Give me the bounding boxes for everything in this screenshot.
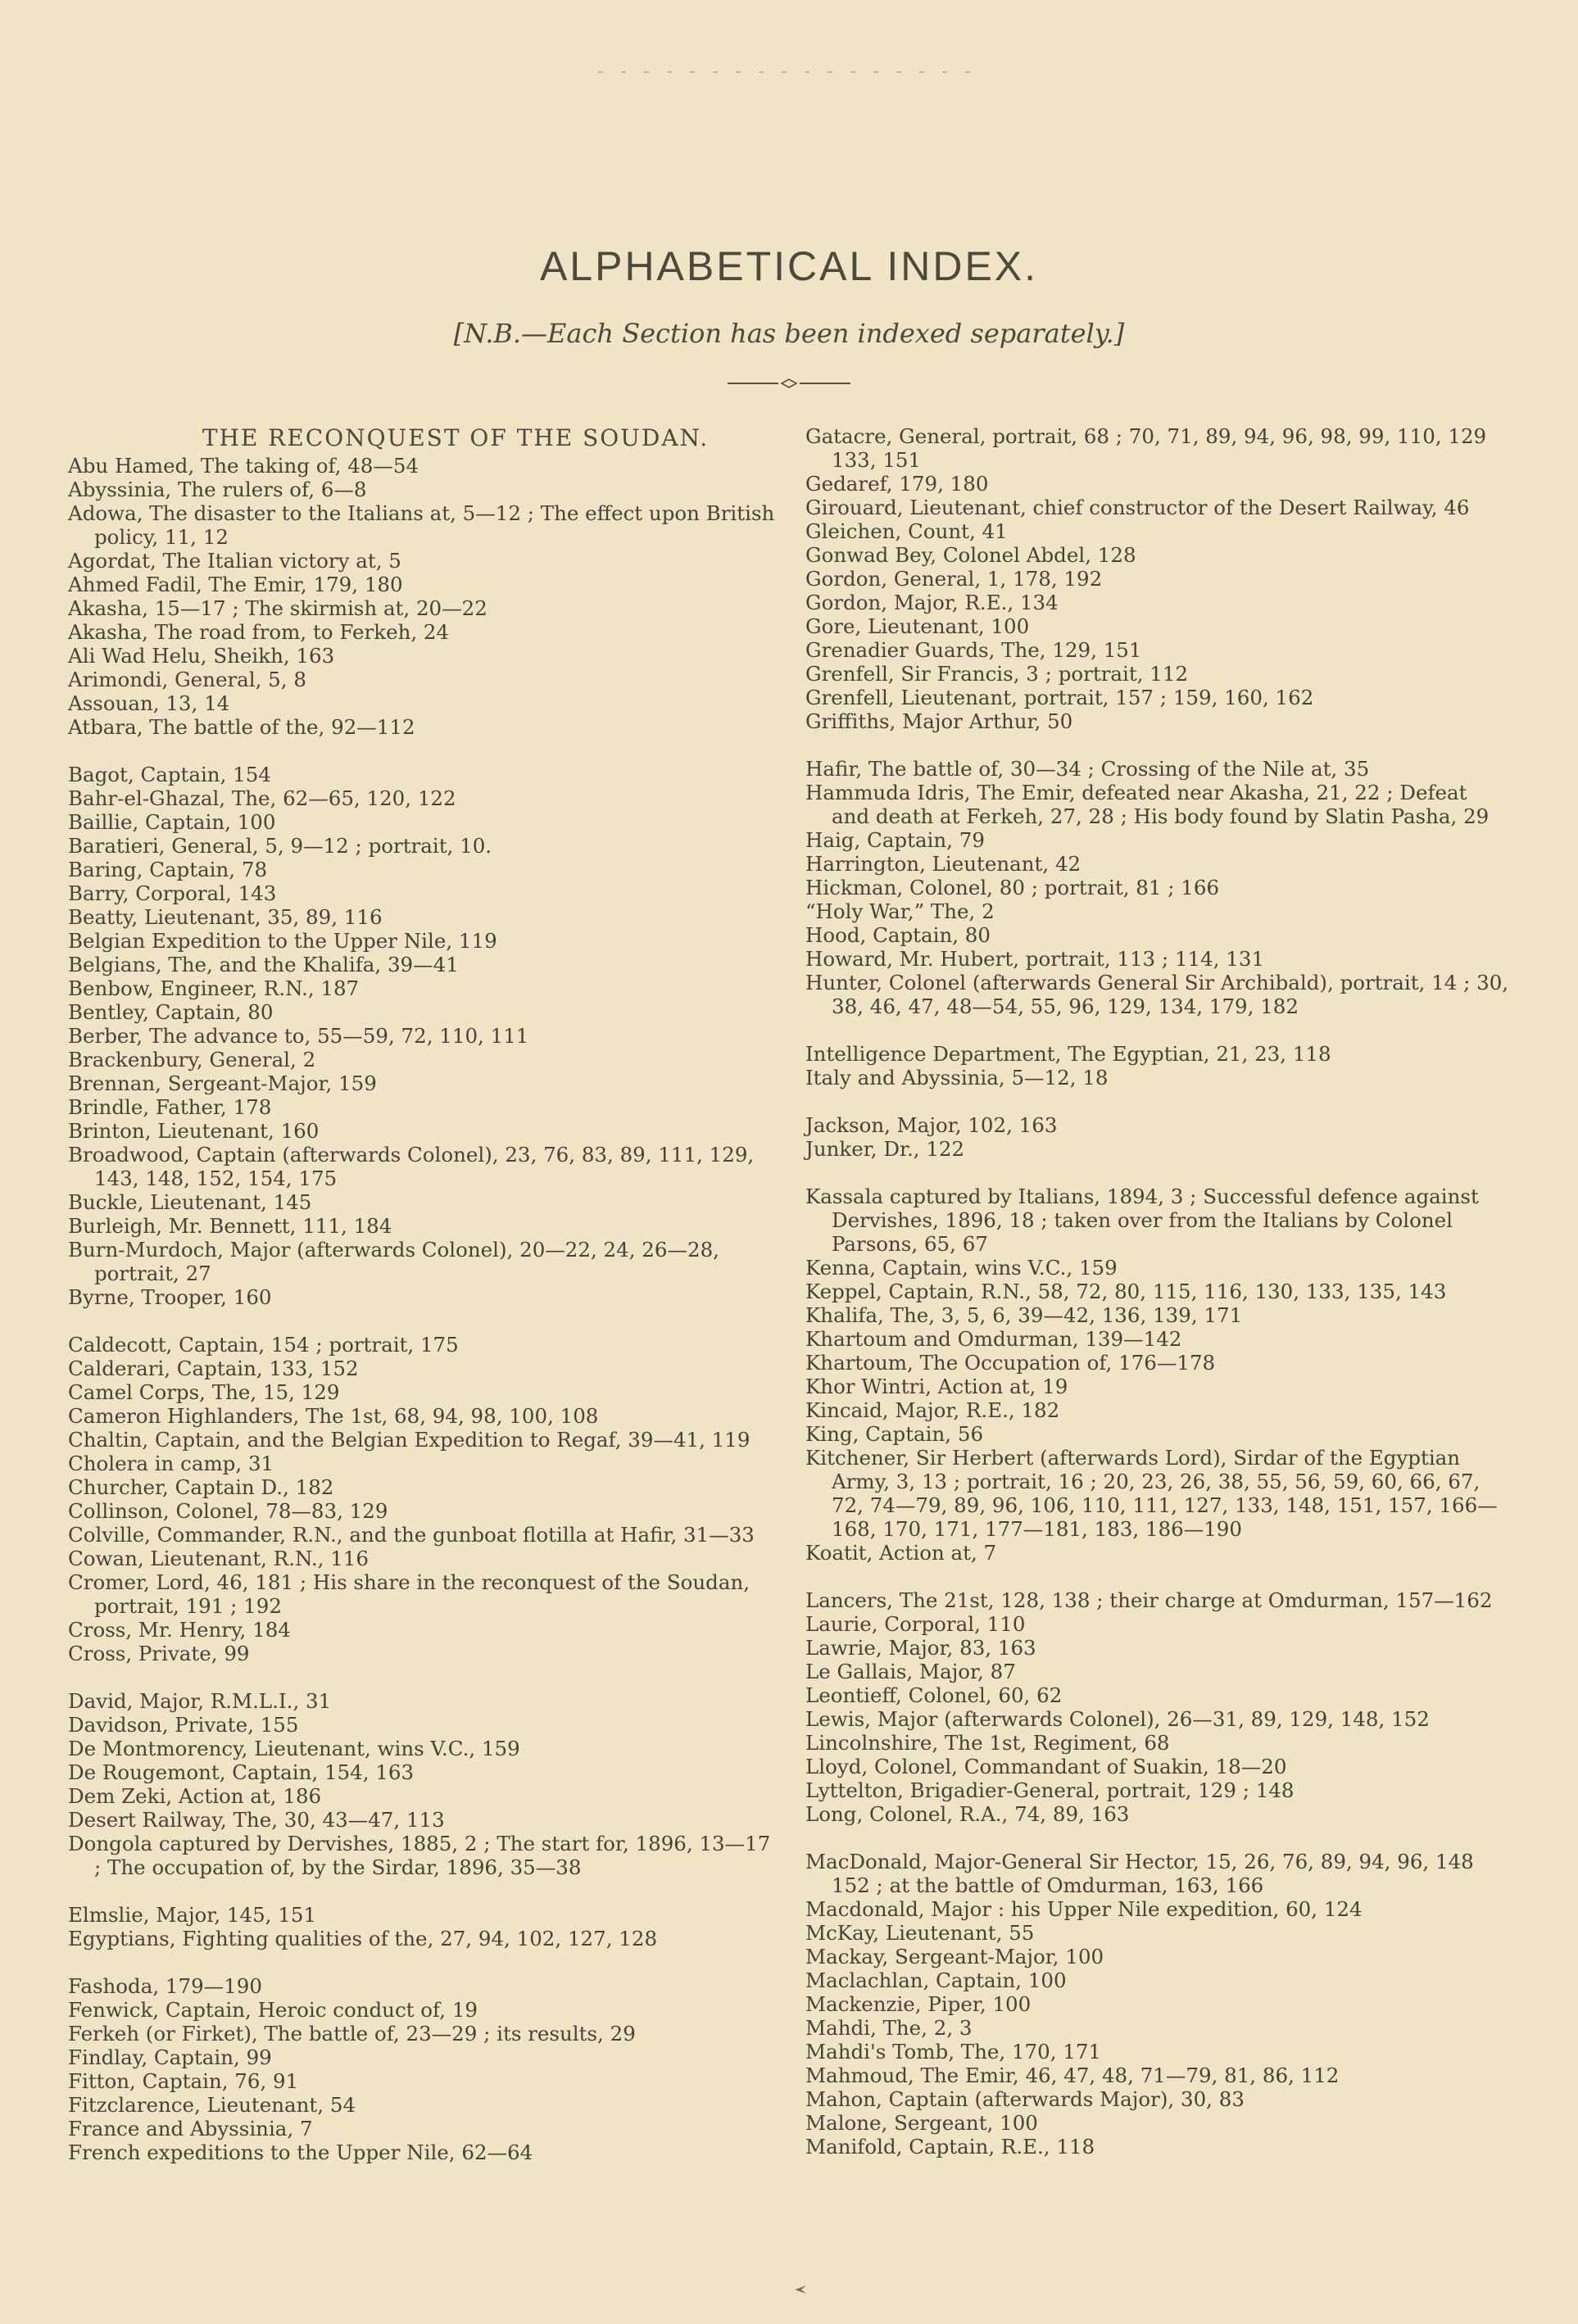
index-entry: Kitchener, Sir Herbert (afterwards Lord), Sirdar of the Egyptian Army, 3, 13 ; portrait, 16 ; 20, 23, 26, 38, 55, 56, 59, 60, 66, 67, 72, 74—79, 89, 96, 106, 110, 111, 127, 133, 148, 151, 157, 166—168, 170, 171, 177—181, 183, 186—190 — [805, 1446, 1498, 1541]
index-entry: Macdonald, Major : his Upper Nile expedition, 60, 124 — [805, 1897, 1363, 1921]
index-entry: Haig, Captain, 79 — [805, 828, 985, 852]
index-entry: Gonwad Bey, Colonel Abdel, 128 — [805, 543, 1136, 567]
index-entry: Cowan, Lieutenant, R.N., 116 — [68, 1547, 369, 1570]
index-entry: Koatit, Action at, 7 — [805, 1541, 997, 1565]
index-entry: Burleigh, Mr. Bennett, 111, 184 — [68, 1214, 392, 1238]
index-entry: David, Major, R.M.L.I., 31 — [68, 1689, 332, 1713]
index-entry: Caldecott, Captain, 154 ; portrait, 175 — [68, 1333, 459, 1357]
index-entry: Laurie, Corporal, 110 — [805, 1612, 1026, 1636]
section-heading: THE RECONQUEST OF THE SOUDAN. — [202, 424, 710, 451]
index-entry: Lincolnshire, The 1st, Regiment, 68 — [805, 1731, 1170, 1755]
index-column-right — [805, 424, 1510, 2159]
index-entry: Italy and Abyssinia, 5—12, 18 — [805, 1066, 1109, 1090]
index-entry: Belgian Expedition to the Upper Nile, 119 — [68, 929, 497, 953]
group-spacer — [68, 739, 781, 763]
index-entry: Mackenzie, Piper, 100 — [805, 1992, 1032, 2016]
index-entry: Khartoum, The Occupation of, 176—178 — [805, 1351, 1216, 1375]
index-entry: Fenwick, Captain, Heroic conduct of, 19 — [68, 1998, 478, 2022]
index-entry: De Montmorency, Lieutenant, wins V.C., 159 — [68, 1737, 520, 1760]
index-entry: Lawrie, Major, 83, 163 — [805, 1636, 1036, 1660]
index-entry: Chaltin, Captain, and the Belgian Expedition to Regaf, 39—41, 119 — [68, 1428, 750, 1452]
index-entry: Ali Wad Helu, Sheikh, 163 — [68, 644, 335, 668]
index-entry: Junker, Dr., 122 — [805, 1137, 965, 1161]
index-entry: Le Gallais, Major, 87 — [805, 1660, 1016, 1683]
index-entry: Cameron Highlanders, The 1st, 68, 94, 98, 100, 108 — [68, 1404, 599, 1428]
top-edge-marks — [598, 70, 983, 74]
index-entry: French expeditions to the Upper Nile, 62—64 — [68, 2141, 533, 2164]
index-entry: Berber, The advance to, 55—59, 72, 110, 111 — [68, 1024, 529, 1048]
index-entry: Khor Wintri, Action at, 19 — [805, 1375, 1068, 1398]
index-entry: Beatty, Lieutenant, 35, 89, 116 — [68, 905, 383, 929]
index-entry: Jackson, Major, 102, 163 — [805, 1113, 1058, 1137]
index-entry: Dem Zeki, Action at, 186 — [68, 1784, 322, 1808]
index-entry: Harrington, Lieutenant, 42 — [805, 852, 1081, 876]
index-entry: Akasha, The road from, to Ferkeh, 24 — [68, 620, 450, 644]
index-entry: Malone, Sergeant, 100 — [805, 2111, 1038, 2135]
index-entry: McKay, Lieutenant, 55 — [805, 1921, 1035, 1945]
index-entry: Ahmed Fadil, The Emir, 179, 180 — [68, 573, 403, 596]
index-entry: Bagot, Captain, 154 — [68, 763, 271, 786]
index-entry: Hammuda Idris, The Emir, defeated near Akasha, 21, 22 ; Defeat and death at Ferkeh, 27, 28 ; His body found by Slatin Pasha, 29 — [805, 781, 1490, 828]
index-entry: Mackay, Sergeant-Major, 100 — [805, 1945, 1104, 1968]
index-entry: Lyttelton, Brigadier-General, portrait, 129 ; 148 — [805, 1778, 1295, 1802]
left-entry-list — [68, 454, 781, 2164]
index-entry: Agordat, The Italian victory at, 5 — [68, 549, 401, 573]
index-entry: Mahdi's Tomb, The, 170, 171 — [805, 2040, 1102, 2064]
group-spacer — [805, 1161, 1510, 1185]
index-entry: Benbow, Engineer, R.N., 187 — [68, 976, 360, 1000]
index-entry: Kincaid, Major, R.E., 182 — [805, 1398, 1060, 1422]
index-entry: Brennan, Sergeant-Major, 159 — [68, 1071, 377, 1095]
index-entry: Findlay, Captain, 99 — [68, 2045, 272, 2069]
index-entry: Byrne, Trooper, 160 — [68, 1285, 272, 1309]
index-entry: Long, Colonel, R.A., 74, 89, 163 — [805, 1802, 1130, 1826]
index-entry: Brackenbury, General, 2 — [68, 1048, 316, 1071]
index-entry: Intelligence Department, The Egyptian, 21, 23, 118 — [805, 1042, 1331, 1066]
index-entry: Hunter, Colonel (afterwards General Sir Archibald), portrait, 14 ; 30, 38, 46, 47, 48—54, 55, 96, 129, 134, 179, 182 — [805, 971, 1509, 1018]
index-entry: De Rougemont, Captain, 154, 163 — [68, 1760, 415, 1784]
index-entry: Desert Railway, The, 30, 43—47, 113 — [68, 1808, 445, 1832]
index-entry: Davidson, Private, 155 — [68, 1713, 299, 1737]
page-title: ALPHABETICAL INDEX. — [539, 243, 1039, 289]
index-entry: Gordon, Major, R.E., 134 — [805, 591, 1059, 614]
index-entry: Dongola captured by Dervishes, 1885, 2 ; The start for, 1896, 13—17 ; The occupation of, by the Sirdar, 1896, 35—38 — [68, 1832, 771, 1879]
index-entry: Brindle, Father, 178 — [68, 1095, 272, 1119]
index-entry: Baillie, Captain, 100 — [68, 810, 276, 834]
index-entry: Cross, Mr. Henry, 184 — [68, 1618, 291, 1642]
index-entry: Assouan, 13, 14 — [68, 691, 230, 715]
group-spacer — [805, 733, 1510, 757]
index-entry: Arimondi, General, 5, 8 — [68, 668, 306, 691]
indexing-note: [N.B.—Each Section has been indexed separately.] — [453, 318, 1125, 349]
index-entry: Howard, Mr. Hubert, portrait, 113 ; 114, 131 — [805, 947, 1265, 971]
index-entry: Khalifa, The, 3, 5, 6, 39—42, 136, 139, 171 — [805, 1303, 1243, 1327]
index-entry: Girouard, Lieutenant, chief constructor of the Desert Railway, 46 — [805, 496, 1470, 519]
right-entry-list — [805, 424, 1510, 2159]
index-entry: Maclachlan, Captain, 100 — [805, 1968, 1067, 1992]
index-entry: Kenna, Captain, wins V.C., 159 — [805, 1256, 1118, 1280]
index-entry: Mahdi, The, 2, 3 — [805, 2016, 973, 2040]
index-entry: Abyssinia, The rulers of, 6—8 — [68, 478, 367, 501]
index-entry: Khartoum and Omdurman, 139—142 — [805, 1327, 1182, 1351]
index-entry: Calderari, Captain, 133, 152 — [68, 1357, 359, 1380]
index-entry: Fitzclarence, Lieutenant, 54 — [68, 2093, 356, 2117]
index-entry: Buckle, Lieutenant, 145 — [68, 1190, 312, 1214]
index-entry: Camel Corps, The, 15, 129 — [68, 1380, 340, 1404]
index-entry: Fashoda, 179—190 — [68, 1974, 262, 1998]
index-entry: Adowa, The disaster to the Italians at, 5—12 ; The effect upon British policy, 11, 12 — [68, 501, 775, 549]
group-spacer — [68, 1950, 781, 1974]
index-entry: Baring, Captain, 78 — [68, 858, 268, 881]
index-entry: Hood, Captain, 80 — [805, 923, 991, 947]
group-spacer — [805, 1018, 1510, 1042]
printer-mark — [795, 2285, 806, 2294]
index-entry: Cholera in camp, 31 — [68, 1452, 274, 1475]
index-entry: Abu Hamed, The taking of, 48—54 — [68, 454, 419, 478]
index-entry: Akasha, 15—17 ; The skirmish at, 20—22 — [68, 596, 487, 620]
index-entry: MacDonald, Major-General Sir Hector, 15, 26, 76, 89, 94, 96, 148 152 ; at the battle of Omdurman, 163, 166 — [805, 1850, 1474, 1897]
index-entry: Fitton, Captain, 76, 91 — [68, 2069, 299, 2093]
group-spacer — [68, 1879, 781, 1903]
index-entry: Griffiths, Major Arthur, 50 — [805, 709, 1073, 733]
group-spacer — [805, 1565, 1510, 1588]
index-entry: Manifold, Captain, R.E., 118 — [805, 2135, 1095, 2159]
index-entry: King, Captain, 56 — [805, 1422, 984, 1446]
index-entry: “Holy War,” The, 2 — [805, 899, 995, 923]
index-entry: Grenfell, Sir Francis, 3 ; portrait, 112 — [805, 662, 1189, 686]
index-entry: Bahr-el-Ghazal, The, 62—65, 120, 122 — [68, 786, 456, 810]
index-entry: Brinton, Lieutenant, 160 — [68, 1119, 320, 1143]
group-spacer — [68, 1309, 781, 1333]
index-entry: Gordon, General, 1, 178, 192 — [805, 567, 1103, 591]
index-entry: Leontieff, Colonel, 60, 62 — [805, 1683, 1063, 1707]
index-entry: Cromer, Lord, 46, 181 ; His share in the reconquest of the Soudan, portrait, 191 ; 192 — [68, 1570, 750, 1618]
group-spacer — [68, 1665, 781, 1689]
group-spacer — [805, 1090, 1510, 1113]
index-entry: Egyptians, Fighting qualities of the, 27, 94, 102, 127, 128 — [68, 1927, 658, 1950]
index-entry: Bentley, Captain, 80 — [68, 1000, 274, 1024]
group-spacer — [805, 1826, 1510, 1850]
index-column-left — [68, 424, 781, 2164]
index-entry: Lancers, The 21st, 128, 138 ; their charge at Omdurman, 157—162 — [805, 1588, 1493, 1612]
index-entry: Gleichen, Count, 41 — [805, 519, 1008, 543]
index-entry: Gore, Lieutenant, 100 — [805, 614, 1030, 638]
index-entry: Barry, Corporal, 143 — [68, 881, 277, 905]
index-entry: Baratieri, General, 5, 9—12 ; portrait, 10. — [68, 834, 492, 858]
index-entry: Cross, Private, 99 — [68, 1642, 250, 1665]
index-entry: Mahmoud, The Emir, 46, 47, 48, 71—79, 81, 86, 112 — [805, 2064, 1340, 2087]
index-entry: Grenadier Guards, The, 129, 151 — [805, 638, 1142, 662]
index-entry: Colville, Commander, R.N., and the gunboat flotilla at Hafir, 31—33 — [68, 1523, 755, 1547]
index-entry: Keppel, Captain, R.N., 58, 72, 80, 115, 116, 130, 133, 135, 143 — [805, 1280, 1447, 1303]
index-entry: Burn-Murdoch, Major (afterwards Colonel), 20—22, 24, 26—28, portrait, 27 — [68, 1238, 719, 1285]
index-entry: Broadwood, Captain (afterwards Colonel), 23, 76, 83, 89, 111, 129, 143, 148, 152, 154, 175 — [68, 1143, 755, 1190]
index-entry: Belgians, The, and the Khalifa, 39—41 — [68, 953, 459, 976]
index-entry: Grenfell, Lieutenant, portrait, 157 ; 159, 160, 162 — [805, 686, 1314, 709]
index-entry: Lloyd, Colonel, Commandant of Suakin, 18—20 — [805, 1755, 1287, 1778]
index-entry: France and Abyssinia, 7 — [68, 2117, 313, 2141]
index-entry: Lewis, Major (afterwards Colonel), 26—31, 89, 129, 148, 152 — [805, 1707, 1430, 1731]
index-entry: Mahon, Captain (afterwards Major), 30, 83 — [805, 2087, 1245, 2111]
index-entry: Kassala captured by Italians, 1894, 3 ; Successful defence against Dervishes, 1896, 18 ; taken over from the Italians by Colonel Parsons, 65, 67 — [805, 1185, 1479, 1256]
index-entry: Elmslie, Major, 145, 151 — [68, 1903, 317, 1927]
index-entry: Collinson, Colonel, 78—83, 129 — [68, 1499, 388, 1523]
ornament-divider — [728, 378, 850, 388]
index-entry: Gatacre, General, portrait, 68 ; 70, 71, 89, 94, 96, 98, 99, 110, 129 133, 151 — [805, 424, 1487, 472]
index-entry: Churcher, Captain D., 182 — [68, 1475, 334, 1499]
index-entry: Hafir, The battle of, 30—34 ; Crossing of the Nile at, 35 — [805, 757, 1370, 781]
index-entry: Ferkeh (or Firket), The battle of, 23—29 ; its results, 29 — [68, 2022, 636, 2045]
index-entry: Gedaref, 179, 180 — [805, 472, 989, 496]
index-entry: Hickman, Colonel, 80 ; portrait, 81 ; 166 — [805, 876, 1220, 899]
index-entry: Atbara, The battle of the, 92—112 — [68, 715, 415, 739]
